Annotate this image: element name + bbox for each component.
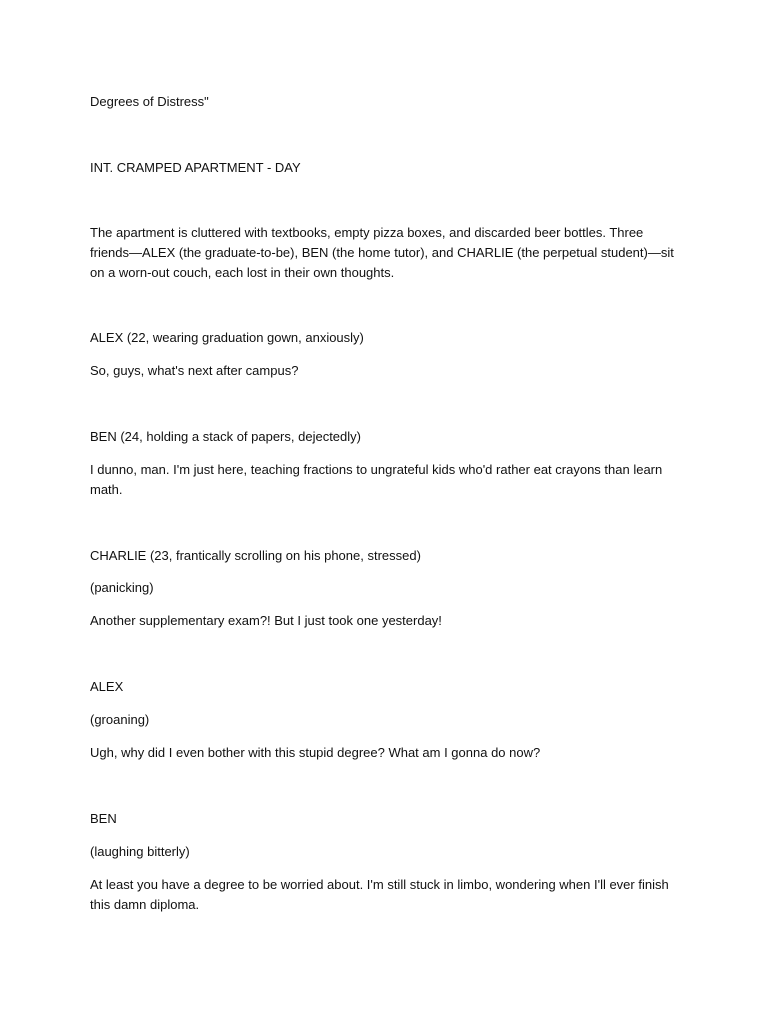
character-cue-ben-2: BEN xyxy=(90,811,117,826)
scene-heading: INT. CRAMPED APARTMENT - DAY xyxy=(90,160,301,175)
dialogue-charlie: Another supplementary exam?! But I just took one yesterday! xyxy=(90,613,442,628)
parenthetical-alex: (groaning) xyxy=(90,712,150,727)
dialogue-alex: So, guys, what's next after campus? xyxy=(90,363,299,378)
parenthetical-charlie: (panicking) xyxy=(90,580,154,595)
dialogue-ben: I dunno, man. I'm just here, teaching fractions to ungrateful kids who'd rather eat crayons than learn math. xyxy=(90,462,663,497)
dialogue-ben-2: At least you have a degree to be worried about. I'm still stuck in limbo, wondering when I'll ever finish this damn diploma. xyxy=(90,877,669,912)
character-cue-alex: ALEX (22, wearing graduation gown, anxiously) xyxy=(90,330,364,345)
parenthetical-ben: (laughing bitterly) xyxy=(90,844,190,859)
dialogue-alex-2: Ugh, why did I even bother with this stupid degree? What am I gonna do now? xyxy=(90,745,541,760)
script-title: Degrees of Distress" xyxy=(90,94,209,109)
character-cue-charlie: CHARLIE (23, frantically scrolling on his phone, stressed) xyxy=(90,548,421,563)
character-cue-ben: BEN (24, holding a stack of papers, dejectedly) xyxy=(90,429,361,444)
character-cue-alex-2: ALEX xyxy=(90,679,124,694)
action-paragraph: The apartment is cluttered with textbooks, empty pizza boxes, and discarded beer bottles. Three friends—ALEX (the graduate-to-be), BEN (the home tutor), and CHARLIE (the perpetual student)—sit on a worn-out couch, each lost in their own thoughts. xyxy=(90,225,674,280)
